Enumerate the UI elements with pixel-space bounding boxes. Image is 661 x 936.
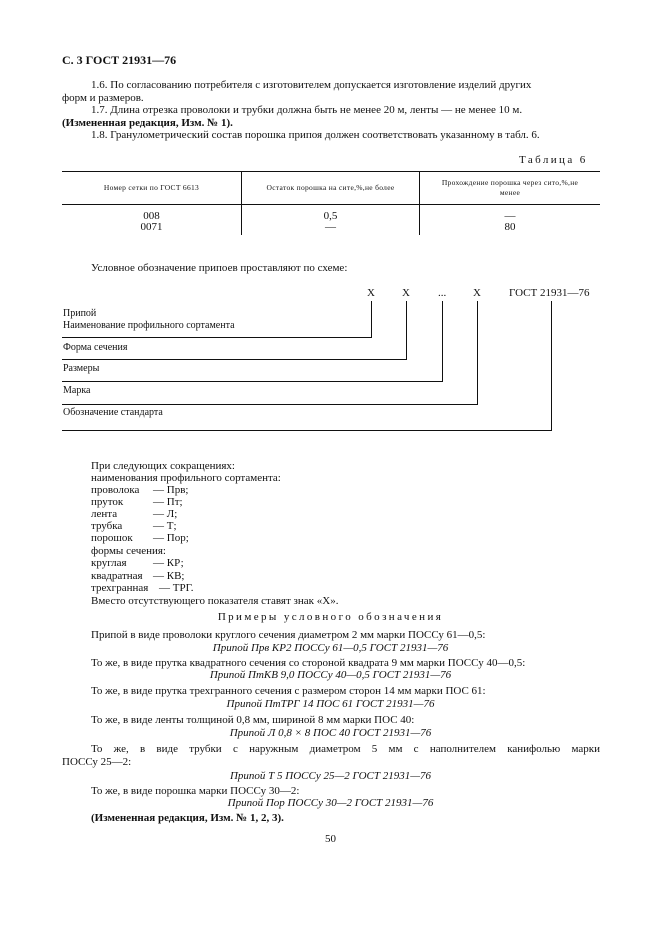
- scheme-line-v5: [551, 301, 552, 431]
- scheme-line-v2: [406, 301, 407, 360]
- example-3-code: Припой ПтТРГ 14 ПОС 61 ГОСТ 21931—76: [226, 698, 435, 710]
- table-header-residue: Остаток порошка на сите,%,не более: [266, 183, 395, 192]
- abbr-code: — Пор;: [153, 532, 189, 544]
- example-4-text: То же, в виде ленты толщиной 0,8 мм, шириной 8 мм марки ПОС 40:: [91, 714, 415, 726]
- abbr-code: — КР;: [153, 557, 184, 569]
- table-cell: —: [504, 210, 516, 222]
- example-1-text: Припой в виде проволоки круглого сечения диаметром 2 мм марки ПОССу 61—0,5:: [91, 629, 486, 641]
- scheme-line-v3: [442, 301, 443, 382]
- table-cell: —: [325, 221, 336, 233]
- abbr-name: квадратная: [91, 570, 143, 582]
- table-header-passage-cont: менее: [499, 188, 521, 197]
- paragraph-1-7: 1.7. Длина отрезка проволоки и трубки должна быть не менее 20 м, ленты — не менее 10 м.: [91, 104, 523, 116]
- abbr-absent-note: Вместо отсутствующего показателя ставят знак «Х».: [91, 595, 339, 607]
- abbr-group-section: формы сечения:: [91, 545, 166, 557]
- example-2-code: Припой ПтКВ 9,0 ПОССу 40—0,5 ГОСТ 21931—76: [209, 669, 452, 681]
- abbr-name: порошок: [91, 532, 133, 544]
- scheme-symbol-1: Х: [367, 287, 375, 299]
- example-1-code: Припой Прв КР2 ПОССу 61—0,5 ГОСТ 21931—76: [212, 642, 449, 654]
- scheme-line-v4: [477, 301, 478, 405]
- scheme-symbol-ellipsis: ...: [438, 287, 447, 299]
- scheme-line-h4: [62, 404, 478, 405]
- abbr-name: круглая: [91, 557, 127, 569]
- scheme-symbol-4: Х: [473, 287, 481, 299]
- table-top-border: [62, 171, 600, 172]
- amendment-note-1: (Измененная редакция, Изм. № 1).: [62, 117, 233, 129]
- table-caption: Таблица 6: [519, 154, 588, 166]
- paragraph-1-6-cont: форм и размеров.: [62, 92, 144, 104]
- examples-title: Примеры условного обозначения: [217, 611, 444, 623]
- abbr-code: — Л;: [153, 508, 178, 520]
- table-header-border: [62, 204, 600, 205]
- abbr-code: — ТРГ.: [159, 582, 194, 594]
- scheme-intro: Условное обозначение припоев проставляют по схеме:: [91, 262, 348, 274]
- example-6-text: То же, в виде порошка марки ПОССу 30—2:: [91, 785, 300, 797]
- scheme-label-grade: Марка: [63, 385, 91, 396]
- table-header-passage: Прохождение порошка через сито,%,не: [441, 178, 579, 187]
- paragraph-1-8: 1.8. Гранулометрический состав порошка припоя должен соответствовать указанному в табл. 6.: [91, 129, 540, 141]
- abbr-group-assortment: наименования профильного сортамента:: [91, 472, 281, 484]
- example-3-text: То же, в виде прутка трехгранного сечения с размером сторон 14 мм марки ПОС 61:: [91, 685, 486, 697]
- scheme-line-h5: [62, 430, 552, 431]
- amendment-note-2: (Измененная редакция, Изм. № 1, 2, 3).: [91, 812, 284, 824]
- example-5-text: То же, в виде трубки с наружным диаметром 5 мм с наполнителем канифолью марки: [91, 743, 600, 755]
- example-2-text: То же, в виде прутка квадратного сечения со стороной квадрата 9 мм марки ПОССу 40—0,5:: [91, 657, 526, 669]
- example-5-code: Припой Т 5 ПОССу 25—2 ГОСТ 21931—76: [229, 770, 432, 782]
- abbr-name: пруток: [91, 496, 124, 508]
- table-cell: 0,5: [323, 210, 338, 222]
- abbr-code: — Пт;: [153, 496, 183, 508]
- scheme-standard: ГОСТ 21931—76: [509, 287, 590, 299]
- scheme-line-h2: [62, 359, 407, 360]
- scheme-label-solder: Припой: [63, 308, 97, 319]
- abbr-code: — Т;: [153, 520, 177, 532]
- abbr-name: лента: [91, 508, 118, 520]
- scheme-symbol-2: Х: [402, 287, 410, 299]
- paragraph-1-6: 1.6. По согласованию потребителя с изготовителем допускается изготовление изделий других: [91, 79, 532, 91]
- abbr-name: проволока: [91, 484, 140, 496]
- scheme-label-sizes: Размеры: [63, 363, 100, 374]
- table-header-mesh: Номер сетки по ГОСТ 6613: [103, 183, 200, 192]
- example-4-code: Припой Л 0,8 × 8 ПОС 40 ГОСТ 21931—76: [229, 727, 432, 739]
- abbr-name: трубка: [91, 520, 123, 532]
- abbr-intro: При следующих сокращениях:: [91, 460, 235, 472]
- scheme-label-standard: Обозначение стандарта: [63, 407, 163, 418]
- example-5-text-cont: ПОССу 25—2:: [62, 756, 132, 768]
- table-cell: 008: [143, 210, 160, 222]
- page-number: 50: [325, 833, 336, 845]
- abbr-code: — Прв;: [153, 484, 189, 496]
- page-header: С. 3 ГОСТ 21931—76: [62, 53, 177, 67]
- abbr-name: трехгранная: [91, 582, 149, 594]
- scheme-label-section: Форма сечения: [63, 342, 128, 353]
- scheme-line-h3: [62, 381, 443, 382]
- table-cell: 0071: [140, 221, 163, 233]
- scheme-line-h1: [62, 337, 372, 338]
- example-6-code: Припой Пор ПОССу 30—2 ГОСТ 21931—76: [227, 797, 434, 809]
- table-cell: 80: [504, 221, 516, 233]
- abbr-code: — КВ;: [153, 570, 185, 582]
- scheme-line-v1: [371, 301, 372, 338]
- scheme-label-assortment: Наименование профильного сортамента: [63, 320, 235, 331]
